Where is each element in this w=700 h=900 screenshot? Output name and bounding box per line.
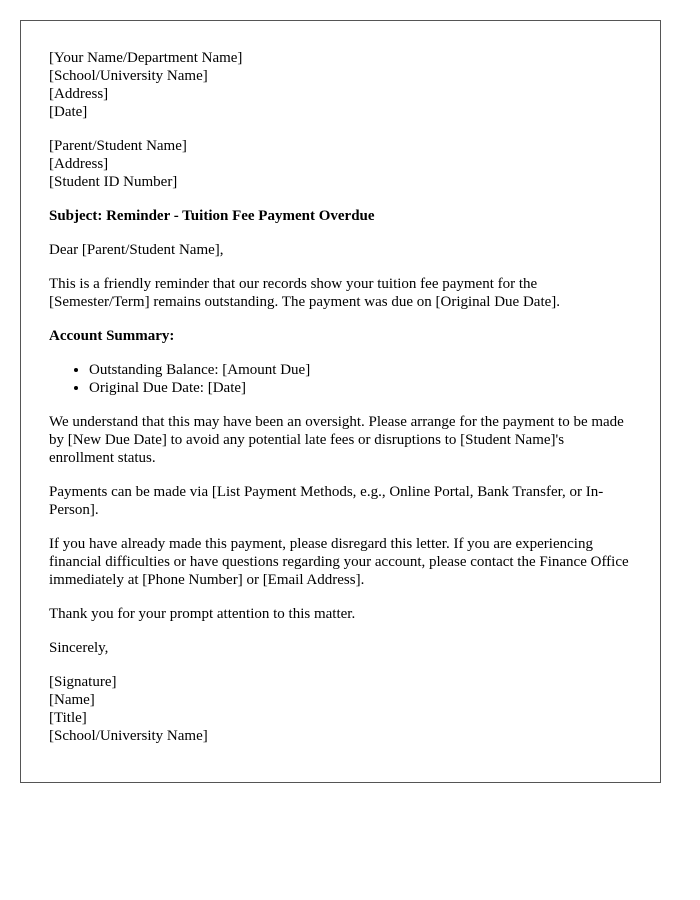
closing: Sincerely,	[49, 640, 109, 656]
recipient-name: [Parent/Student Name]	[49, 138, 187, 154]
sender-address: [Address]	[49, 86, 109, 102]
paragraph-payment-methods: Payments can be made via [List Payment Methods, e.g., Online Portal, Bank Transfer, or In-Person].	[49, 484, 604, 518]
signer-name: [Name]	[49, 692, 95, 708]
signer-school: [School/University Name]	[49, 728, 208, 744]
sender-date: [Date]	[49, 104, 88, 120]
paragraph-reminder: This is a friendly reminder that our records show your tuition fee payment for the [Semester/Term] remains outstanding. The payment was due on [Original Due Date].	[49, 276, 561, 310]
recipient-block	[49, 137, 632, 191]
summary-heading: Account Summary:	[49, 328, 175, 344]
sender-school: [School/University Name]	[49, 68, 208, 84]
signature: [Signature]	[49, 674, 117, 690]
recipient-address: [Address]	[49, 156, 109, 172]
summary-item-balance: • Outstanding Balance: [Amount Due]	[89, 361, 632, 379]
sender-block	[49, 49, 632, 121]
signature-block	[49, 673, 632, 745]
letter	[20, 20, 661, 783]
signer-title: [Title]	[49, 710, 87, 726]
summary-item-due-date: • Original Due Date: [Date]	[89, 379, 632, 397]
salutation: Dear [Parent/Student Name],	[49, 242, 224, 258]
subject-line: Subject: Reminder - Tuition Fee Payment Overdue	[49, 208, 375, 224]
recipient-student-id: [Student ID Number]	[49, 174, 178, 190]
paragraph-contact: If you have already made this payment, please disregard this letter. If you are experiencing financial difficulties or have questions regarding your account, please contact the Finance Office immediately at [Phone Number] or [Email Address].	[49, 536, 629, 588]
summary-list	[49, 361, 632, 397]
sender-name: [Your Name/Department Name]	[49, 50, 243, 66]
paragraph-thanks: Thank you for your prompt attention to this matter.	[49, 606, 356, 622]
paragraph-arrange-payment: We understand that this may have been an oversight. Please arrange for the payment to be made by [New Due Date] to avoid any potential late fees or disruptions to [Student Name]'s enrollment status.	[49, 414, 624, 466]
